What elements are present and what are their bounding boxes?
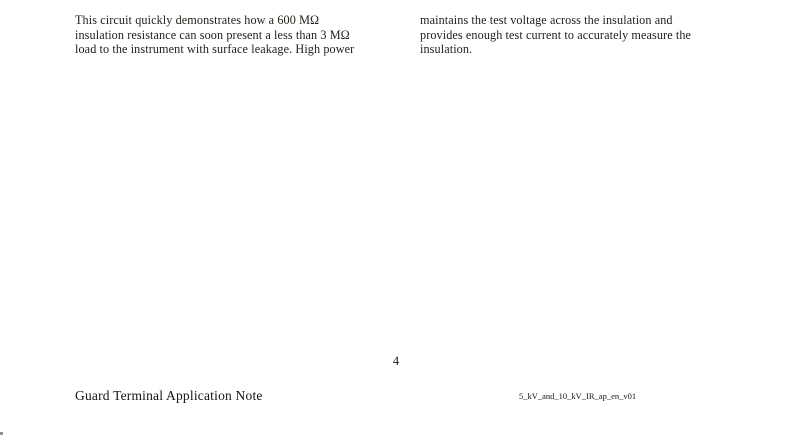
- page-edge-mark: [0, 432, 3, 435]
- body-text-line: insulation.: [420, 42, 473, 56]
- body-paragraph-right-column: [420, 13, 720, 57]
- body-text-line: insulation resistance can soon present a less than 3 MΩ: [75, 27, 350, 42]
- footer-document-id: 5_kV_and_10_kV_IR_ap_en_v01: [519, 391, 637, 401]
- body-text-line: maintains the test voltage across the insulation and: [420, 13, 673, 27]
- page-number: 4: [392, 354, 400, 368]
- body-text-line: load to the instrument with surface leakage. High power: [75, 42, 355, 56]
- footer-document-title: Guard Terminal Application Note: [75, 388, 263, 403]
- body-paragraph-left-column: [75, 13, 390, 57]
- body-text-line: provides enough test current to accurately measure the: [420, 27, 692, 42]
- body-text-line: This circuit quickly demonstrates how a 600 MΩ: [75, 13, 320, 27]
